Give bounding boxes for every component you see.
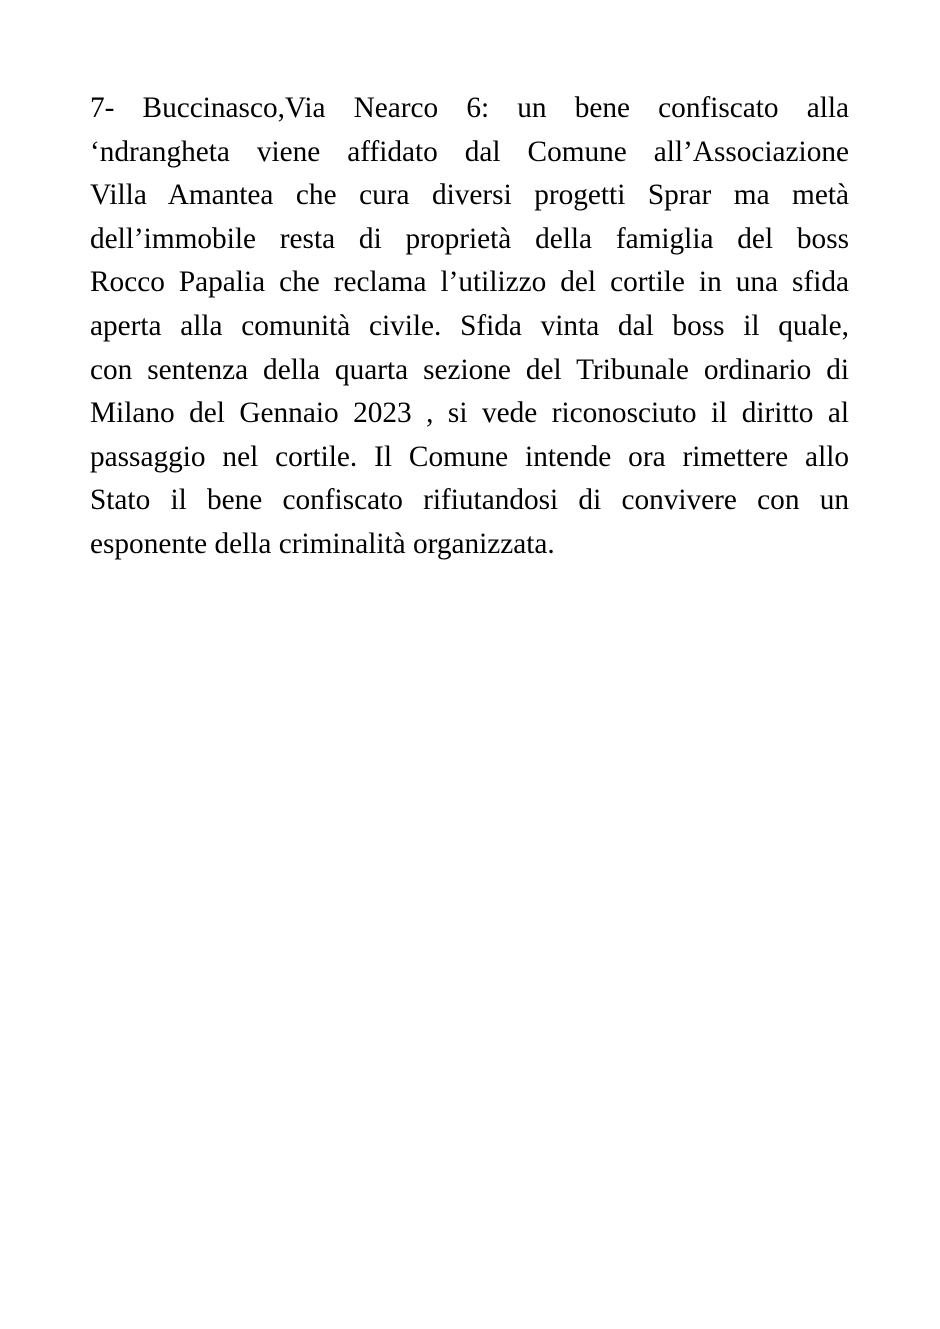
- paragraph-line-7: con sentenza della quarta sezione del Tribunale ordinario di: [90, 353, 849, 386]
- paragraph-line-8: Milano del Gennaio 2023 , si vede riconosciuto il diritto al: [90, 397, 849, 430]
- paragraph-line-6: aperta alla comunità civile. Sfida vinta dal boss il quale,: [90, 309, 849, 342]
- paragraph-line-1: 7- Buccinasco,Via Nearco 6: un bene confiscato alla: [90, 92, 849, 124]
- paragraph-line-4: dell’immobile resta di proprietà della famiglia del boss: [90, 222, 849, 255]
- body-paragraph: [90, 87, 849, 567]
- paragraph-line-10: Stato il bene confiscato rifiutandosi di convivere con un: [90, 484, 849, 517]
- paragraph-line-2: ‘ndrangheta viene affidato dal Comune all’Associazione: [90, 135, 849, 168]
- paragraph-line-5: Rocco Papalia che reclama l’utilizzo del cortile in una sfida: [90, 266, 849, 299]
- paragraph-line-3: Villa Amantea che cura diversi progetti Sprar ma metà: [90, 179, 849, 212]
- paragraph-line-11: esponente della criminalità organizzata.: [90, 527, 555, 560]
- paragraph-line-9: passaggio nel cortile. Il Comune intende ora rimettere allo: [90, 440, 849, 473]
